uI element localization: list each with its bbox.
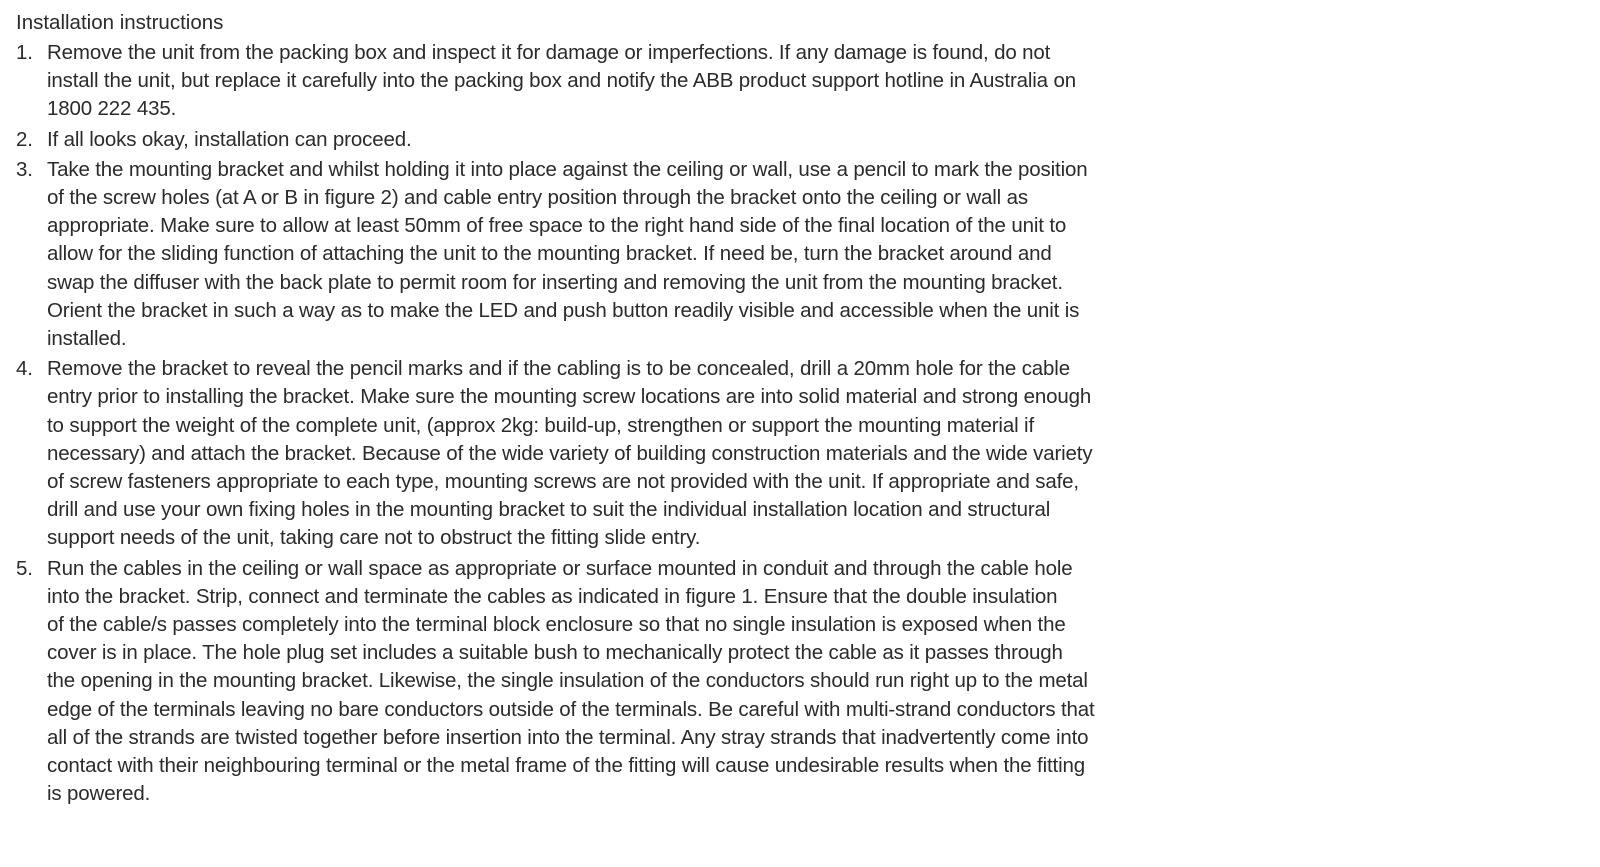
- step-line: Remove the bracket to reveal the pencil marks and if the cabling is to be concealed, drill a 20mm hole for the cable: [47, 357, 1070, 381]
- step-line: swap the diffuser with the back plate to permit room for inserting and removing the unit from the mounting bracket.: [47, 270, 1063, 294]
- step-line: into the bracket. Strip, connect and terminate the cables as indicated in figure 1. Ensure that the double insulation: [47, 584, 1058, 608]
- step-line: necessary) and attach the bracket. Because of the wide variety of building construction materials and the wide variety: [47, 441, 1093, 465]
- step-line: entry prior to installing the bracket. Make sure the mounting screw locations are into solid material and strong enough: [47, 385, 1092, 409]
- step-number: 2.: [16, 127, 33, 151]
- step-line: drill and use your own fixing holes in the mounting bracket to suit the individual installation location and structural: [47, 498, 1051, 522]
- step-line: cover is in place. The hole plug set includes a suitable bush to mechanically protect the cable as it passes through: [47, 641, 1063, 665]
- step-line: Orient the bracket in such a way as to make the LED and push button readily visible and accessible when the unit is: [47, 298, 1080, 322]
- step-line: allow for the sliding function of attaching the unit to the mounting bracket. If need be, turn the bracket around and: [47, 242, 1052, 266]
- step-line: contact with their neighbouring terminal or the metal frame of the fitting will cause undesirable results when the fitting: [47, 754, 1086, 778]
- step-line: installed.: [47, 327, 127, 351]
- step-line: edge of the terminals leaving no bare conductors outside of the terminals. Be careful with multi-strand conductors that: [47, 697, 1095, 721]
- step-line: Run the cables in the ceiling or wall space as appropriate or surface mounted in conduit and through the cable hole: [47, 556, 1073, 580]
- instruction-step-1: [16, 39, 1126, 124]
- step-line: of the cable/s passes completely into the terminal block enclosure so that no single insulation is exposed when the: [47, 613, 1066, 637]
- step-number: 5.: [16, 556, 33, 580]
- instruction-list: [16, 39, 1126, 808]
- document-title: Installation instructions: [16, 11, 224, 34]
- step-line: Remove the unit from the packing box and inspect it for damage or imperfections. If any damage is found, do not: [47, 41, 1051, 64]
- step-number: 3.: [16, 157, 33, 181]
- step-line: all of the strands are twisted together before insertion into the terminal. Any stray strands that inadvertently come into: [47, 725, 1089, 749]
- step-number: 4.: [16, 357, 33, 381]
- instruction-step-2: [16, 126, 1126, 154]
- step-line: is powered.: [47, 782, 151, 806]
- step-line: of screw fasteners appropriate to each type, mounting screws are not provided with the unit. If appropriate and safe,: [47, 470, 1079, 494]
- step-line: appropriate. Make sure to allow at least 50mm of free space to the right hand side of the final location of the unit to: [47, 214, 1067, 238]
- step-line: to support the weight of the complete unit, (approx 2kg: build-up, strengthen or support the mounting material if: [47, 413, 1034, 437]
- installation-document: [16, 9, 1126, 810]
- step-line: Take the mounting bracket and whilst holding it into place against the ceiling or wall, use a pencil to mark the position: [47, 157, 1088, 181]
- step-line: the opening in the mounting bracket. Likewise, the single insulation of the conductors should run right up to the metal: [47, 669, 1088, 693]
- step-number: 1.: [16, 41, 33, 64]
- step-line: of the screw holes (at A or B in figure 2) and cable entry position through the bracket onto the ceiling or wall as: [47, 186, 1028, 210]
- instruction-step-3: [16, 156, 1126, 353]
- step-line: install the unit, but replace it carefully into the packing box and notify the ABB product support hotline in Australia on: [47, 69, 1076, 93]
- step-line: If all looks okay, installation can proceed.: [47, 127, 412, 151]
- step-line: 1800 222 435.: [47, 97, 177, 121]
- instruction-step-4: [16, 355, 1126, 552]
- step-line: support needs of the unit, taking care not to obstruct the fitting slide entry.: [47, 526, 701, 550]
- instruction-step-5: [16, 555, 1126, 809]
